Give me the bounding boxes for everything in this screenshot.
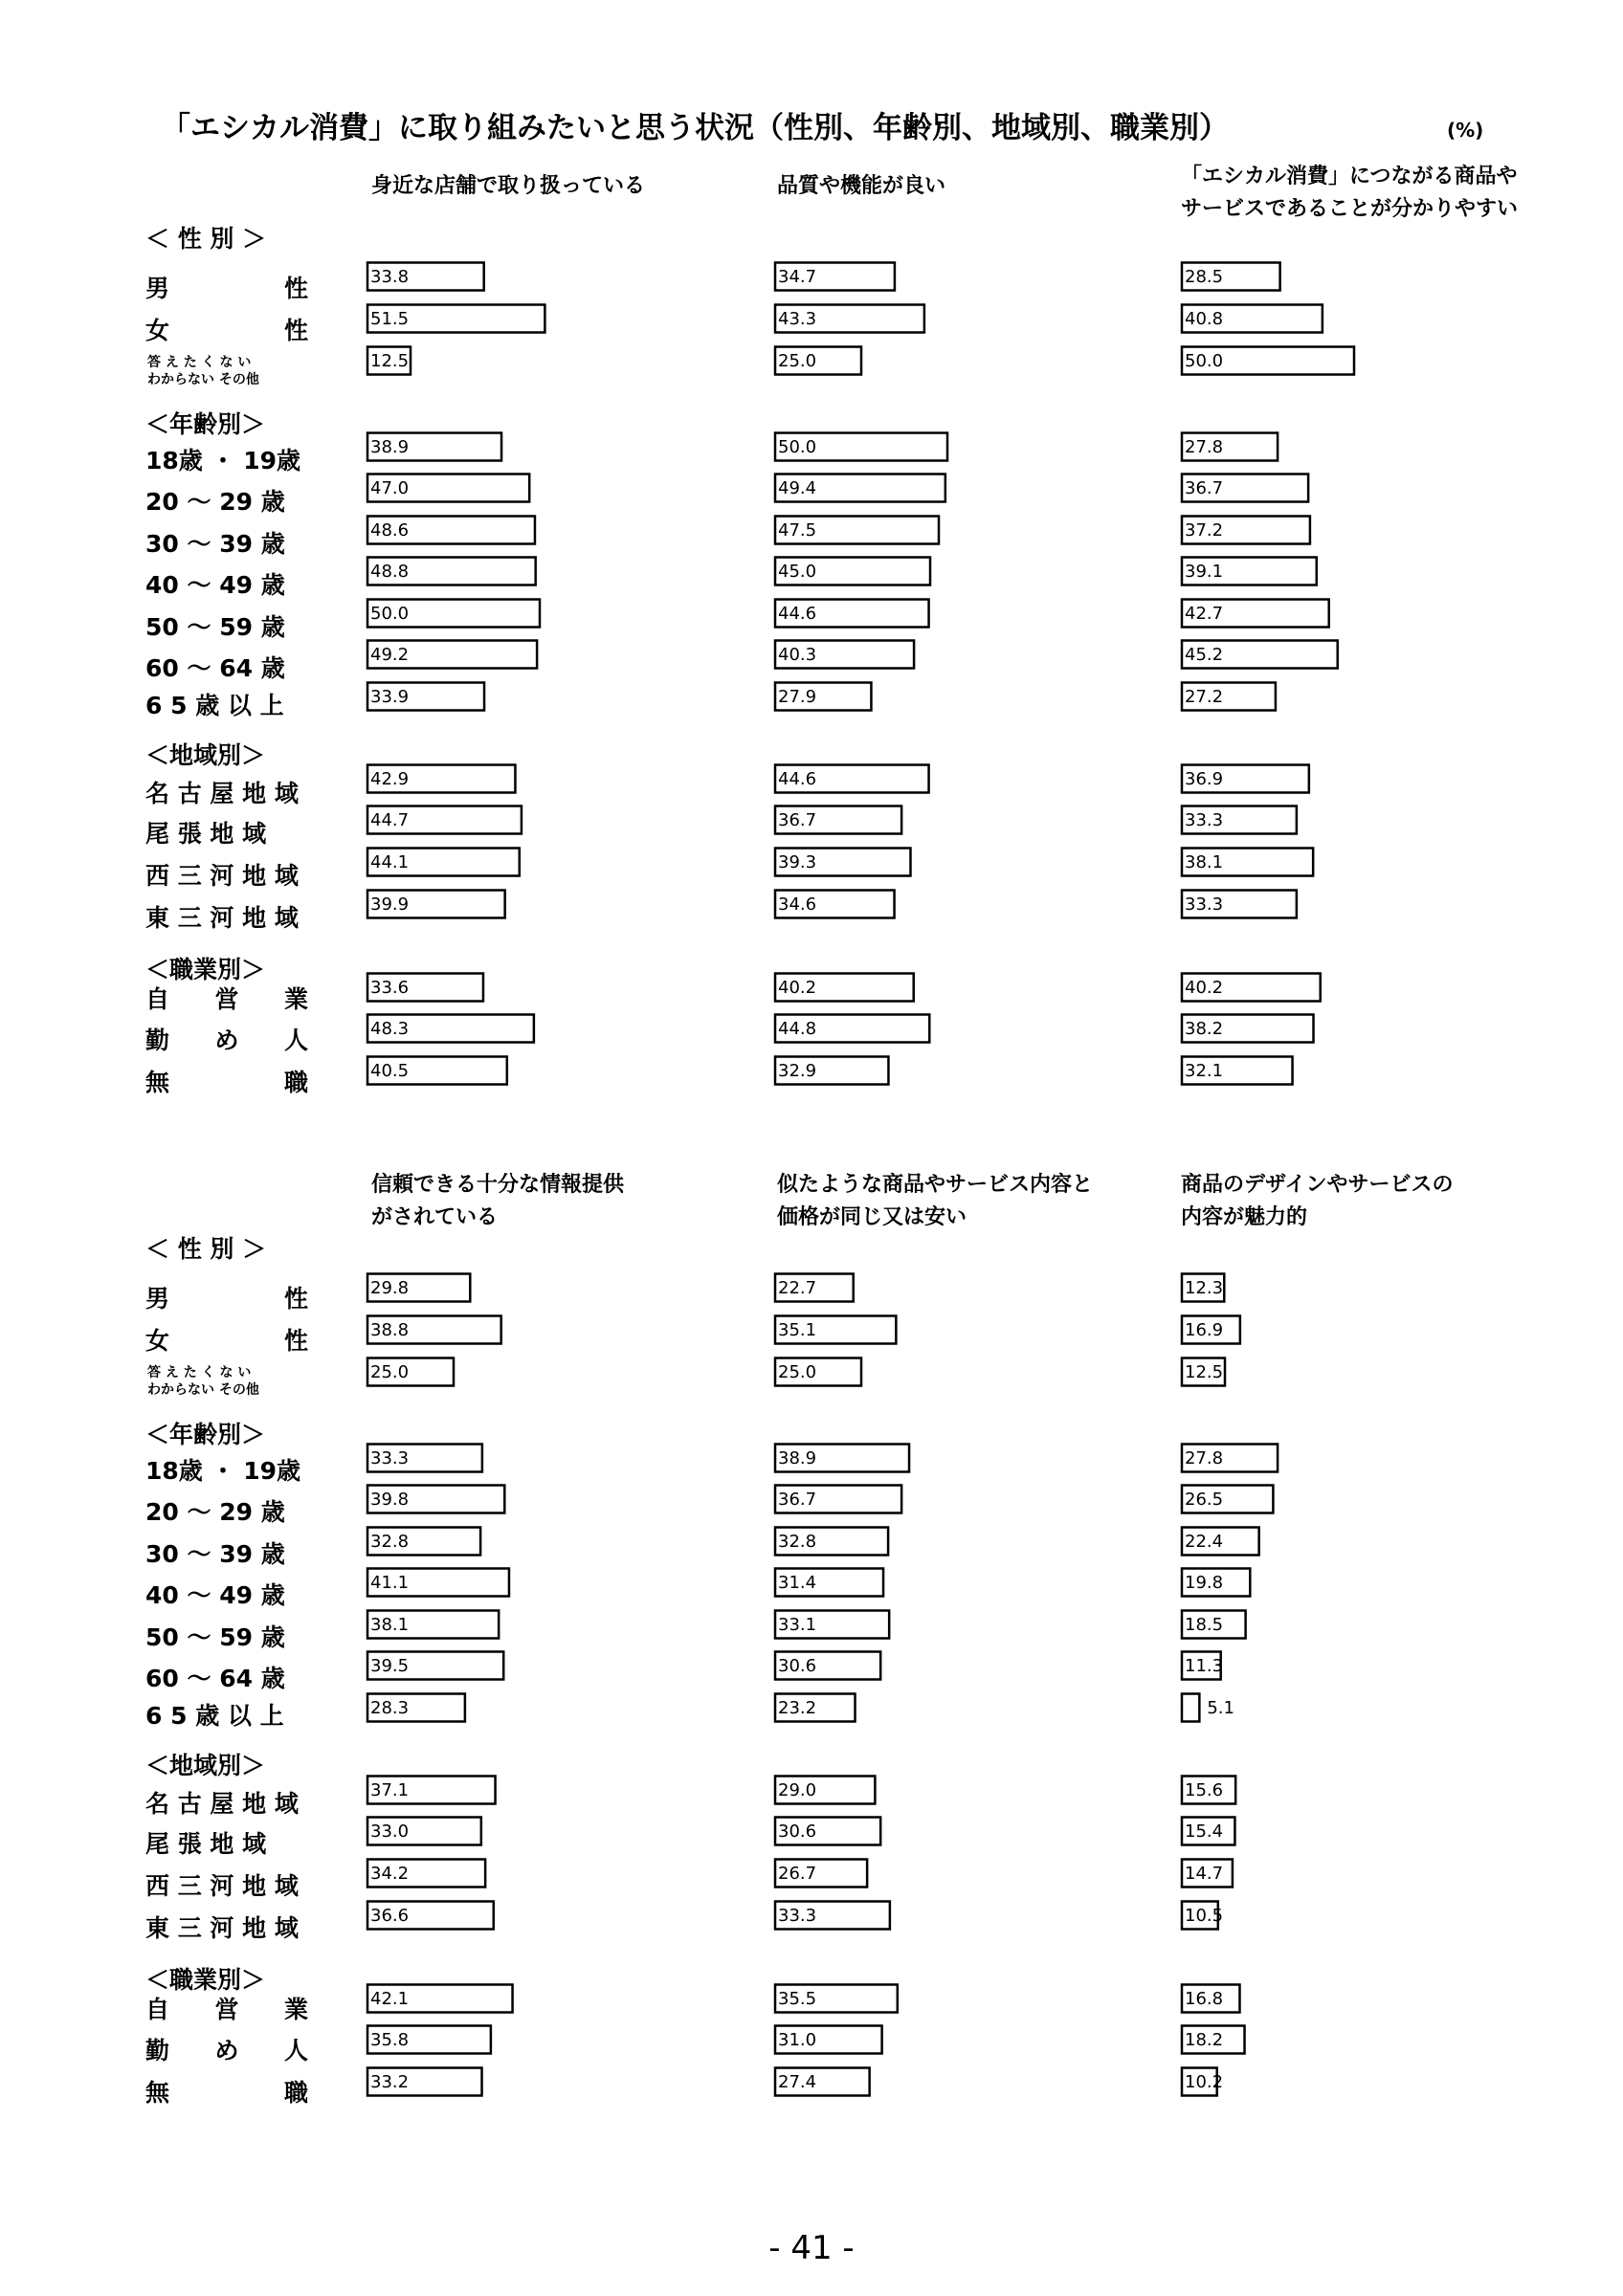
- row-label-employee-2-b: 人: [283, 2037, 308, 2064]
- section-occupation: ＜職業別＞: [145, 956, 266, 983]
- value-label-s4-r2: 38.8: [370, 1320, 410, 1340]
- value-label-s5-r8: 33.1: [778, 1615, 817, 1635]
- row-label-higashimikawa: 東 三 河 地 域: [145, 904, 299, 932]
- value-label-s1-r12: 44.7: [370, 810, 410, 830]
- row-label-other-line2: わからない その他: [147, 372, 259, 387]
- value-label-s4-r14: 36.6: [370, 1906, 410, 1926]
- row-label-other-line1: 答 え た く な い: [147, 355, 252, 370]
- row-label-unemployed-2-b: 職: [283, 2079, 308, 2107]
- value-label-s2-r8: 44.6: [778, 604, 817, 624]
- row-label-self-employed-2-b: 業: [283, 1996, 308, 2023]
- value-label-s2-r5: 49.4: [778, 478, 817, 498]
- col-header-1-line1: 身近な店舗で取り扱っている: [371, 174, 646, 198]
- value-label-s6-r9: 11.3: [1185, 1656, 1224, 1676]
- row-label-self-employed-2-m: 営: [214, 1996, 239, 2023]
- value-label-s4-r3: 25.0: [370, 1362, 410, 1382]
- row-label-unemployed-2-a: 無: [145, 2079, 170, 2107]
- col-header-4-line1: 信頼できる十分な情報提供: [371, 1173, 625, 1197]
- value-label-s6-r10: 5.1: [1207, 1698, 1235, 1718]
- value-label-s5-r11: 29.0: [778, 1780, 817, 1800]
- value-label-s4-r4: 33.3: [370, 1448, 410, 1468]
- page-number: - 41 -: [768, 2229, 855, 2267]
- row-label-age-30-39-2: 30 ～ 39 歳: [145, 1540, 285, 1568]
- value-label-s1-r3: 12.5: [370, 351, 410, 371]
- col-header-5-line1: 似たような商品やサービス内容と: [777, 1173, 1094, 1197]
- value-label-s2-r15: 40.2: [778, 978, 817, 998]
- unit-label: (%): [1447, 119, 1484, 142]
- row-label-self-employed-m: 営: [214, 985, 239, 1013]
- row-label-higashimikawa-2: 東 三 河 地 域: [145, 1914, 299, 1942]
- row-label-age-50-59: 50 ～ 59 歳: [145, 613, 285, 641]
- section-gender-2: ＜ 性 別 ＞: [145, 1235, 267, 1263]
- col-header-3-line1: 「エシカル消費」につながる商品や: [1181, 165, 1518, 188]
- value-label-s2-r10: 27.9: [778, 687, 817, 707]
- page-title: 「エシカル消費」に取り組みたいと思う状況（性別、年齢別、地域別、職業別）: [161, 111, 1229, 145]
- row-label-age-60-64: 60 ～ 64 歳: [145, 654, 285, 682]
- row-label-age-18-19: 18歳 ・ 19歳: [145, 447, 300, 475]
- row-label-male-2-a: 男: [145, 1285, 170, 1313]
- row-label-age-40-49-2: 40 ～ 49 歳: [145, 1581, 285, 1609]
- col-header-6-line1: 商品のデザインやサービスの: [1181, 1173, 1454, 1197]
- value-label-s6-r17: 10.2: [1185, 2072, 1224, 2092]
- row-label-age-40-49: 40 ～ 49 歳: [145, 571, 285, 599]
- value-label-s1-r14: 39.9: [370, 894, 410, 915]
- value-label-s4-r13: 34.2: [370, 1864, 410, 1884]
- value-label-s3-r2: 40.8: [1185, 309, 1224, 329]
- row-label-employee-b: 人: [283, 1027, 308, 1054]
- row-label-other-2-line2: わからない その他: [147, 1382, 259, 1398]
- value-label-s5-r10: 23.2: [778, 1698, 817, 1718]
- value-label-s6-r2: 16.9: [1185, 1320, 1224, 1340]
- value-label-s1-r5: 47.0: [370, 478, 410, 498]
- value-label-s5-r17: 27.4: [778, 2072, 817, 2092]
- row-label-age-65-plus: 6 5 歳 以 上: [145, 692, 284, 719]
- row-label-female-b: 性: [283, 317, 308, 344]
- col-header-4-line2: がされている: [371, 1205, 499, 1229]
- value-label-s2-r17: 32.9: [778, 1061, 817, 1081]
- section-occupation-2: ＜職業別＞: [145, 1966, 266, 1994]
- value-label-s4-r12: 33.0: [370, 1821, 410, 1842]
- value-label-s5-r6: 32.8: [778, 1532, 817, 1552]
- row-label-owari: 尾 張 地 域: [145, 820, 267, 848]
- value-label-s3-r8: 42.7: [1185, 604, 1224, 624]
- value-label-s2-r6: 47.5: [778, 520, 817, 541]
- row-label-employee-2-m: め: [214, 2037, 239, 2064]
- value-label-s5-r9: 30.6: [778, 1656, 817, 1676]
- bar-s6-r10: [1182, 1694, 1199, 1722]
- value-label-s2-r7: 45.0: [778, 562, 817, 582]
- value-label-s1-r2: 51.5: [370, 309, 410, 329]
- row-label-employee-2-a: 勤: [145, 2037, 170, 2064]
- row-label-owari-2: 尾 張 地 域: [145, 1830, 267, 1858]
- row-label-age-20-29: 20 ～ 29 歳: [145, 488, 285, 516]
- value-label-s1-r7: 48.8: [370, 562, 410, 582]
- value-label-s1-r4: 38.9: [370, 437, 410, 457]
- row-label-employee-m: め: [214, 1027, 239, 1054]
- value-label-s3-r13: 38.1: [1185, 852, 1224, 872]
- value-label-s4-r5: 39.8: [370, 1490, 410, 1510]
- value-label-s6-r1: 12.3: [1185, 1278, 1224, 1298]
- value-label-s6-r13: 14.7: [1185, 1864, 1224, 1884]
- value-label-s1-r17: 40.5: [370, 1061, 410, 1081]
- row-label-other-2-line1: 答 え た く な い: [147, 1365, 252, 1380]
- value-label-s4-r8: 38.1: [370, 1615, 410, 1635]
- value-label-s5-r5: 36.7: [778, 1490, 817, 1510]
- value-label-s3-r5: 36.7: [1185, 478, 1224, 498]
- value-label-s6-r12: 15.4: [1185, 1821, 1224, 1842]
- value-label-s3-r6: 37.2: [1185, 520, 1224, 541]
- value-label-s3-r3: 50.0: [1185, 351, 1224, 371]
- row-label-female-2-b: 性: [283, 1327, 308, 1355]
- section-gender: ＜ 性 別 ＞: [145, 225, 267, 253]
- value-label-s3-r12: 33.3: [1185, 810, 1224, 830]
- value-label-s3-r7: 39.1: [1185, 562, 1224, 582]
- value-label-s5-r14: 33.3: [778, 1906, 817, 1926]
- value-label-s2-r14: 34.6: [778, 894, 817, 915]
- col-header-3-line2: サービスであることが分かりやすい: [1181, 197, 1519, 221]
- value-label-s4-r6: 32.8: [370, 1532, 410, 1552]
- value-label-s2-r1: 34.7: [778, 267, 817, 287]
- value-label-s5-r3: 25.0: [778, 1362, 817, 1382]
- value-label-s1-r10: 33.9: [370, 687, 410, 707]
- value-label-s1-r1: 33.8: [370, 267, 410, 287]
- row-label-unemployed-a: 無: [145, 1069, 170, 1096]
- section-age-2: ＜年齢別＞: [145, 1421, 266, 1448]
- col-header-5-line2: 価格が同じ又は安い: [777, 1205, 967, 1229]
- value-label-s3-r14: 33.3: [1185, 894, 1224, 915]
- row-label-age-50-59-2: 50 ～ 59 歳: [145, 1623, 285, 1651]
- value-label-s1-r11: 42.9: [370, 769, 410, 789]
- value-label-s4-r10: 28.3: [370, 1698, 410, 1718]
- row-label-male-a: 男: [145, 275, 170, 302]
- value-label-s2-r13: 39.3: [778, 852, 817, 872]
- value-label-s5-r4: 38.9: [778, 1448, 817, 1468]
- value-label-s3-r11: 36.9: [1185, 769, 1224, 789]
- value-label-s4-r17: 33.2: [370, 2072, 410, 2092]
- value-label-s2-r9: 40.3: [778, 645, 817, 665]
- col-header-2-line1: 品質や機能が良い: [777, 174, 946, 198]
- row-label-self-employed-a: 自: [145, 985, 170, 1013]
- value-label-s5-r16: 31.0: [778, 2030, 817, 2050]
- value-label-s6-r8: 18.5: [1185, 1615, 1224, 1635]
- value-label-s5-r7: 31.4: [778, 1573, 817, 1593]
- value-label-s5-r1: 22.7: [778, 1278, 817, 1298]
- row-label-female-a: 女: [145, 317, 170, 344]
- value-label-s1-r15: 33.6: [370, 978, 410, 998]
- row-label-male-2-b: 性: [283, 1285, 308, 1313]
- value-label-s6-r16: 18.2: [1185, 2030, 1224, 2050]
- value-label-s1-r9: 49.2: [370, 645, 410, 665]
- row-label-self-employed-2-a: 自: [145, 1996, 170, 2023]
- row-label-age-30-39: 30 ～ 39 歳: [145, 530, 285, 558]
- value-label-s3-r16: 38.2: [1185, 1019, 1224, 1039]
- value-label-s4-r1: 29.8: [370, 1278, 410, 1298]
- row-label-age-60-64-2: 60 ～ 64 歳: [145, 1665, 285, 1692]
- value-label-s4-r9: 39.5: [370, 1656, 410, 1676]
- value-label-s5-r2: 35.1: [778, 1320, 817, 1340]
- section-region: ＜地域別＞: [145, 741, 266, 769]
- value-label-s3-r17: 32.1: [1185, 1061, 1224, 1081]
- value-label-s4-r11: 37.1: [370, 1780, 410, 1800]
- value-label-s2-r2: 43.3: [778, 309, 817, 329]
- row-label-age-65-plus-2: 6 5 歳 以 上: [145, 1702, 284, 1730]
- value-label-s3-r1: 28.5: [1185, 267, 1224, 287]
- value-label-s2-r11: 44.6: [778, 769, 817, 789]
- row-label-nishimikawa: 西 三 河 地 域: [145, 862, 299, 890]
- value-label-s6-r3: 12.5: [1185, 1362, 1224, 1382]
- value-label-s5-r12: 30.6: [778, 1821, 817, 1842]
- value-label-s1-r6: 48.6: [370, 520, 410, 541]
- row-label-age-18-19-2: 18歳 ・ 19歳: [145, 1457, 300, 1485]
- value-label-s1-r16: 48.3: [370, 1019, 410, 1039]
- value-label-s2-r3: 25.0: [778, 351, 817, 371]
- col-header-6-line2: 内容が魅力的: [1181, 1205, 1308, 1229]
- value-label-s6-r15: 16.8: [1185, 1989, 1224, 2009]
- value-label-s6-r6: 22.4: [1185, 1532, 1224, 1552]
- value-label-s4-r7: 41.1: [370, 1573, 410, 1593]
- value-label-s6-r11: 15.6: [1185, 1780, 1224, 1800]
- value-label-s6-r14: 10.5: [1185, 1906, 1224, 1926]
- row-label-nagoya: 名 古 屋 地 域: [145, 780, 299, 807]
- value-label-s3-r9: 45.2: [1185, 645, 1224, 665]
- row-label-self-employed-b: 業: [283, 985, 308, 1013]
- row-label-employee-a: 勤: [145, 1027, 170, 1054]
- row-label-male-b: 性: [283, 275, 308, 302]
- section-region-2: ＜地域別＞: [145, 1752, 266, 1779]
- value-label-s3-r4: 27.8: [1185, 437, 1224, 457]
- row-label-age-20-29-2: 20 ～ 29 歳: [145, 1498, 285, 1526]
- value-label-s3-r15: 40.2: [1185, 978, 1224, 998]
- value-label-s3-r10: 27.2: [1185, 687, 1224, 707]
- row-label-unemployed-b: 職: [283, 1069, 308, 1096]
- value-label-s6-r4: 27.8: [1185, 1448, 1224, 1468]
- value-label-s2-r16: 44.8: [778, 1019, 817, 1039]
- section-age: ＜年齢別＞: [145, 410, 266, 438]
- value-label-s5-r13: 26.7: [778, 1864, 817, 1884]
- row-label-nishimikawa-2: 西 三 河 地 域: [145, 1872, 299, 1900]
- value-label-s6-r7: 19.8: [1185, 1573, 1224, 1593]
- value-label-s2-r4: 50.0: [778, 437, 817, 457]
- row-label-nagoya-2: 名 古 屋 地 域: [145, 1790, 299, 1818]
- value-label-s1-r8: 50.0: [370, 604, 410, 624]
- value-label-s6-r5: 26.5: [1185, 1490, 1224, 1510]
- value-label-s5-r15: 35.5: [778, 1989, 817, 2009]
- value-label-s2-r12: 36.7: [778, 810, 817, 830]
- value-label-s1-r13: 44.1: [370, 852, 410, 872]
- value-label-s4-r15: 42.1: [370, 1989, 410, 2009]
- row-label-female-2-a: 女: [145, 1327, 170, 1355]
- value-label-s4-r16: 35.8: [370, 2030, 410, 2050]
